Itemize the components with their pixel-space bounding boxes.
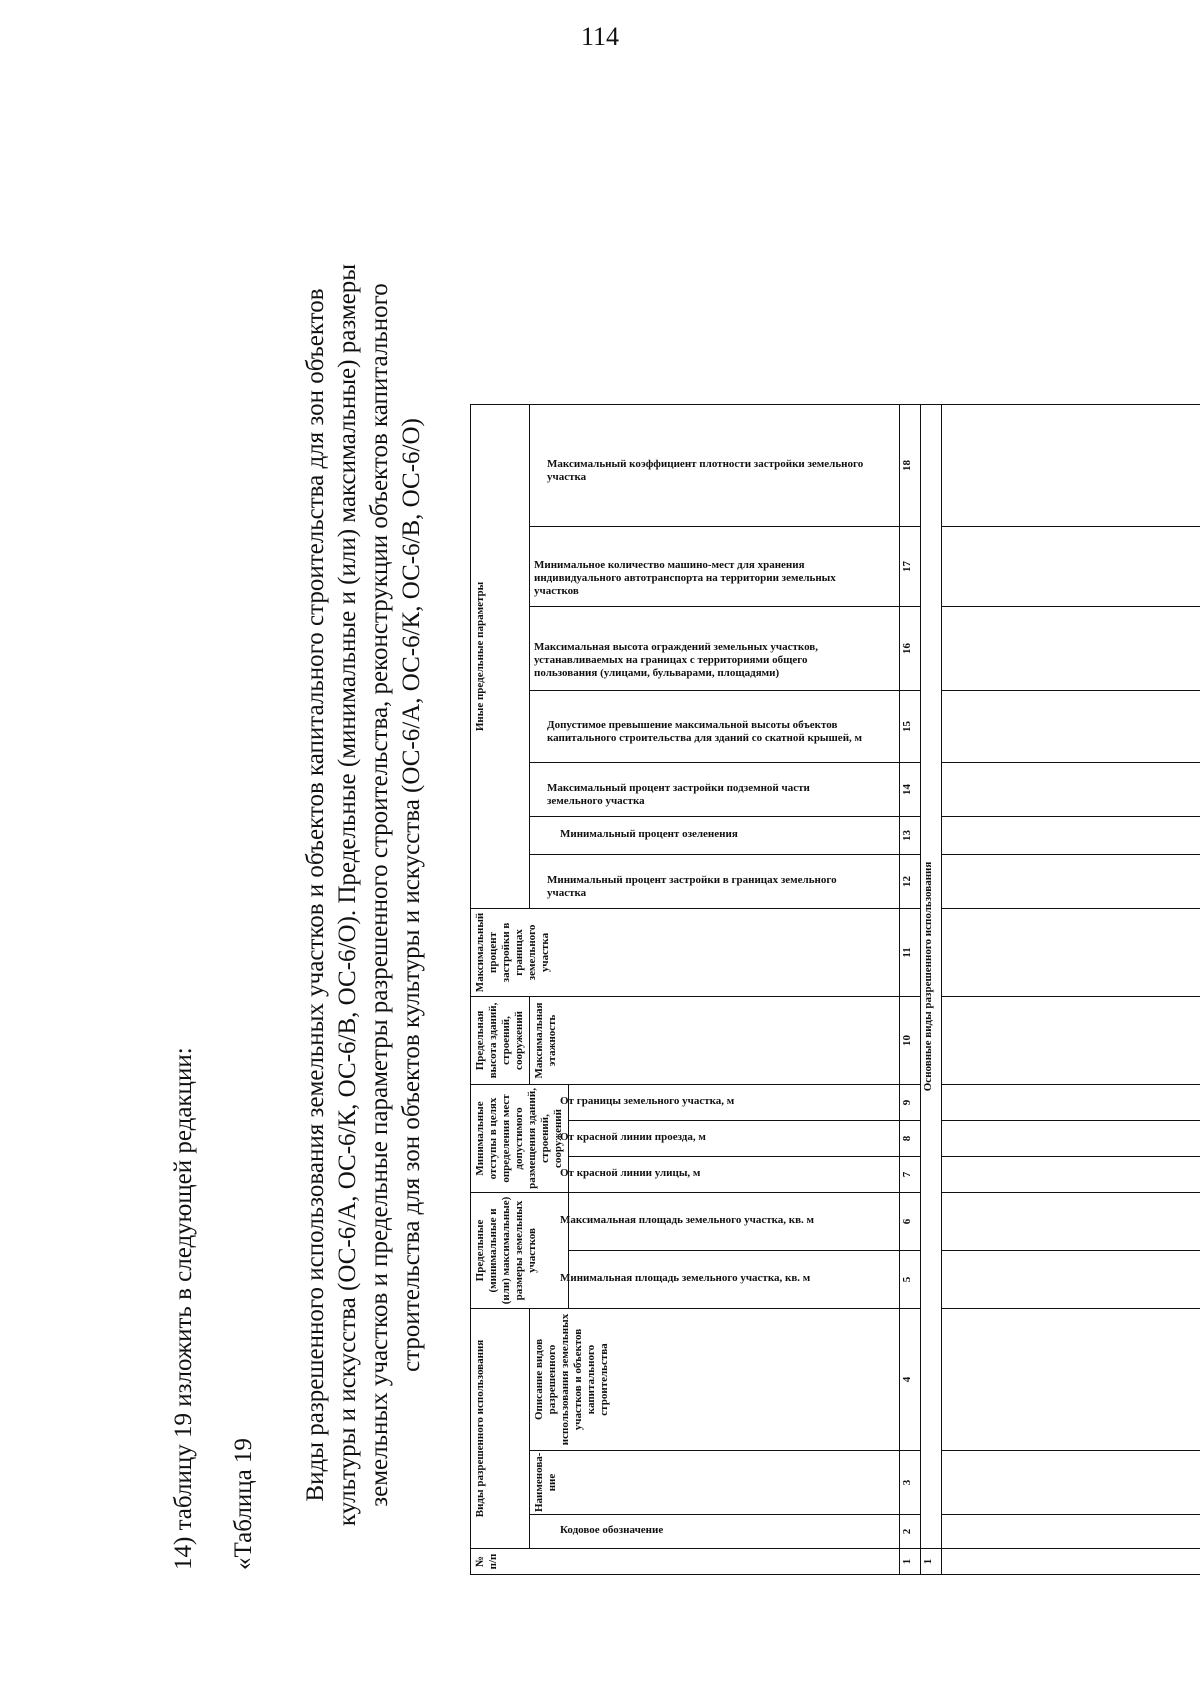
column-number: 11 (900, 908, 921, 996)
header-max-pct: Максимальный процент застройки в границах земельного участка (471, 908, 900, 996)
header-name: Наименова-ние (530, 1451, 900, 1515)
table-cell (942, 404, 1200, 526)
table-cell (942, 690, 1200, 762)
section-title: Основные виды разрешенного использования (921, 404, 942, 1548)
header-border (560, 1084, 900, 1120)
header-density (530, 404, 900, 526)
column-number: 15 (900, 690, 921, 762)
table-cell (942, 1084, 1200, 1120)
column-number: 5 (900, 1251, 921, 1309)
header-underground (530, 762, 900, 816)
rotated-page-content (60, 120, 1060, 1650)
header-setbacks: Минимальные отступы в целях определения мест допустимого размещения зданий, строений, сооружений (471, 1084, 569, 1192)
header-street (560, 1156, 900, 1192)
table-caption: «Таблица 19 (230, 1438, 257, 1570)
header-num: № п/п (471, 1549, 900, 1575)
parameters-table (470, 404, 1200, 1575)
header-min-area-label: Минимальная площадь земельного участка, кв. м (560, 1272, 811, 1285)
table-body-row (942, 404, 1200, 1574)
header-exceed-label: Допустимое превышение максимальной высоты объектов капитального строительства для зданий со скатной крышей, м (547, 719, 863, 745)
header-max-area (560, 1192, 900, 1250)
column-number: 8 (900, 1120, 921, 1156)
table-cell (942, 1515, 1200, 1549)
column-number: 18 (900, 404, 921, 526)
header-min-pct-label: Минимальный процент застройки в границах земельного участка (547, 874, 837, 900)
header-max-area-label: Максимальная площадь земельного участка, кв. м (560, 1214, 815, 1227)
table-cell (942, 1451, 1200, 1515)
header-fence (530, 606, 900, 690)
header-fence-label: Максимальная высота ограждений земельных участков, устанавливаемых на границах с территориями общего пользования (улицами, бульварами, площадями) (534, 641, 819, 680)
header-parking (530, 526, 900, 606)
column-number: 14 (900, 762, 921, 816)
table-title: Виды разрешенного использования земельных участков и объектов капитального строительства для зон объектов культуры и искусства (ОС-6/А, ОС-6/К, ОС-6/В, ОС-6/О). Предельные (минимальные и (или) максимальные) размеры земельных участков и предельные параметры разрешенного строительства, реконструкции объектов капитального строительства для зон объектов культуры и искусства (ОС-6/А, ОС-6/К, ОС-6/В, ОС-6/О) (302, 263, 425, 1527)
table-wrapper (470, 405, 1200, 1575)
header-code-label: Кодовое обозначение (560, 1524, 664, 1537)
table-cell (942, 1120, 1200, 1156)
column-number: 9 (900, 1084, 921, 1120)
column-number: 10 (900, 996, 921, 1084)
section-number: 1 (921, 1549, 942, 1575)
header-min-pct (530, 854, 900, 908)
table-cell (942, 1192, 1200, 1250)
column-number-row (900, 404, 921, 1574)
page-number: 114 (580, 22, 620, 51)
table-cell (942, 996, 1200, 1084)
column-number: 17 (900, 526, 921, 606)
column-number: 6 (900, 1192, 921, 1250)
table-cell (942, 526, 1200, 606)
table-cell (942, 854, 1200, 908)
column-number: 3 (900, 1451, 921, 1515)
table-cell (942, 908, 1200, 996)
header-drive-label: От красной линии проезда, м (560, 1131, 706, 1144)
column-number: 1 (900, 1549, 921, 1575)
header-underground-label: Максимальный процент застройки подземной части земельного участка (547, 782, 810, 808)
header-other: Иные предельные параметры (471, 404, 530, 908)
header-sizes: Предельные (минимальные и (или) максимальные) размеры земельных участков (471, 1192, 569, 1308)
section-row (921, 404, 942, 1574)
header-min-area (560, 1251, 900, 1309)
header-height: Предельная высота зданий, строений, сооружений (471, 996, 530, 1084)
column-number: 13 (900, 816, 921, 854)
header-exceed (530, 690, 900, 762)
header-border-label: От границы земельного участка, м (560, 1095, 735, 1108)
header-floors: Максимальная этажность (530, 996, 900, 1084)
table-cell (942, 816, 1200, 854)
column-number: 12 (900, 854, 921, 908)
table-cell (942, 1549, 1200, 1575)
header-desc: Описание видов разрешенного использования земельных участков и объектов капитального строительства (530, 1309, 900, 1451)
header-code (530, 1515, 900, 1549)
header-parking-label: Минимальное количество машино-мест для хранения индивидуального автотранспорта на территории земельных участков (534, 559, 836, 598)
header-green-label: Минимальный процент озеленения (560, 828, 738, 841)
amendment-intro: 14) таблицу 19 изложить в следующей редакции: (170, 1047, 197, 1570)
table-cell (942, 1251, 1200, 1309)
column-number: 4 (900, 1309, 921, 1451)
header-street-label: От красной линии улицы, м (560, 1167, 701, 1180)
header-vri: Виды разрешенного использования (471, 1309, 530, 1549)
header-drive (560, 1120, 900, 1156)
header-green (530, 816, 900, 854)
table-cell (942, 1309, 1200, 1451)
column-number: 7 (900, 1156, 921, 1192)
header-row-1 (471, 404, 530, 1574)
table-cell (942, 762, 1200, 816)
column-number: 2 (900, 1515, 921, 1549)
header-density-label: Максимальный коэффициент плотности застройки земельного участка (547, 458, 864, 484)
table-cell (942, 1156, 1200, 1192)
column-number: 16 (900, 606, 921, 690)
table-cell (942, 606, 1200, 690)
